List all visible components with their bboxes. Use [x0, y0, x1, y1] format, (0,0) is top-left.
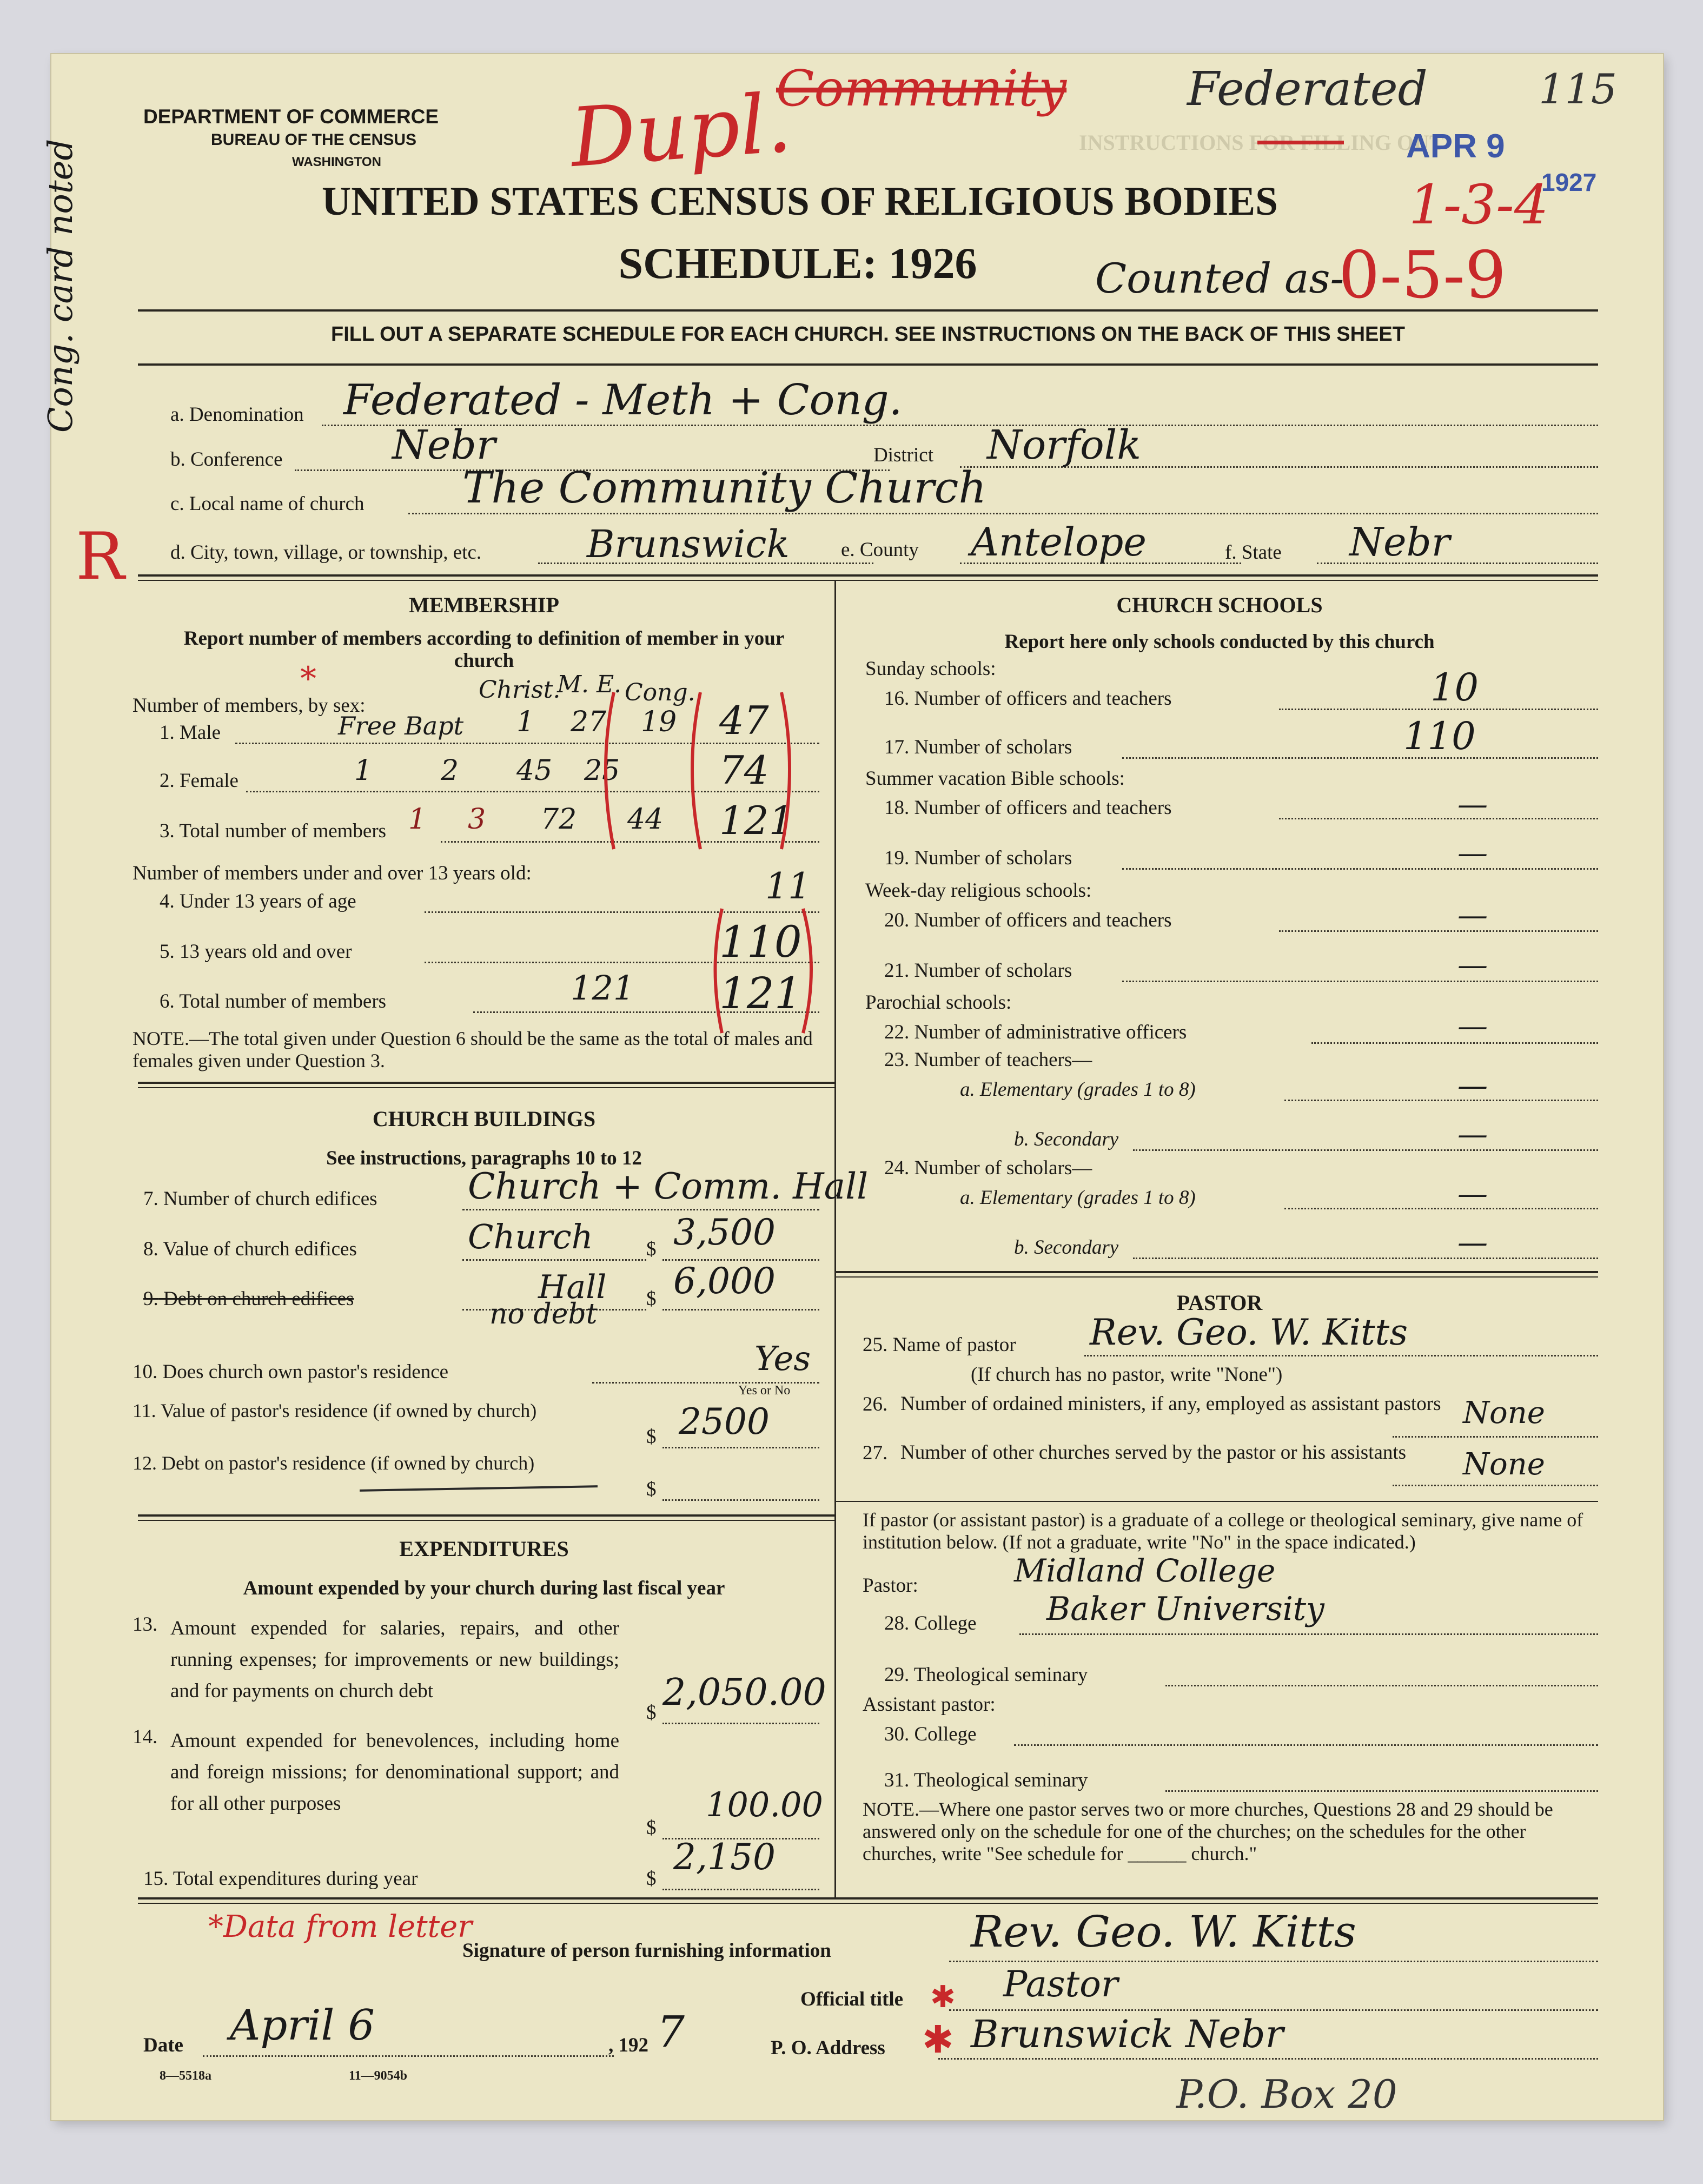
q21-value[interactable]: — [1457, 948, 1488, 983]
pastor-sublabel: Pastor: [863, 1574, 918, 1597]
received-stamp-year: 1927 [1541, 168, 1597, 196]
q1-label: 1. Male [160, 722, 221, 744]
counted-as-value: 0-5-9 [1338, 238, 1507, 313]
q8-dollar: $ [646, 1238, 657, 1260]
summer-heading: Summer vacation Bible schools: [865, 767, 1125, 790]
q11-value[interactable]: 2500 [679, 1401, 770, 1442]
q28-value[interactable]: Baker University [1046, 1590, 1324, 1628]
q27-value[interactable]: None [1463, 1447, 1545, 1482]
q25-hint: (If church has no pastor, write "None") [971, 1364, 1283, 1386]
q13-label: Amount expended for salaries, repairs, and other running expenses; for improvements or new buildings; and for payments on church debt [170, 1617, 619, 1702]
schools-title: CHURCH SCHOOLS [1116, 593, 1323, 617]
denomination-label: a. Denomination [170, 403, 304, 426]
signature-label: Signature of person furnishing information [462, 1940, 831, 1962]
q4-value[interactable]: 11 [765, 865, 811, 907]
federated-annotation: Federated [1187, 62, 1428, 116]
q15-dollar: $ [646, 1868, 657, 1890]
form-number-2: 11—9054b [349, 2069, 408, 2083]
q20-value[interactable]: — [1457, 898, 1488, 933]
year-prefix: , 192 [608, 2034, 648, 2056]
q9-value[interactable]: 6,000 [673, 1260, 776, 1302]
form-number: 8—5518a [160, 2069, 211, 2083]
sunday-heading: Sunday schools: [865, 658, 996, 680]
q2-label: 2. Female [160, 770, 238, 792]
q25-label: 25. Name of pastor [863, 1334, 1016, 1356]
q10-hint: Yes or No [738, 1384, 791, 1398]
city-field-label: d. City, town, village, or township, etc. [170, 541, 482, 564]
q9-label: 9. Debt on church edifices [143, 1288, 354, 1310]
col-header-me: M. E. [557, 671, 622, 698]
q20-label: 20. Number of officers and teachers [884, 909, 1172, 931]
q24a-label: a. Elementary (grades 1 to 8) [960, 1187, 1196, 1209]
date-field[interactable]: April 6 [230, 2001, 375, 2050]
q2-christian[interactable]: 2 [441, 755, 459, 787]
district-field[interactable]: Norfolk [987, 422, 1142, 468]
q27-num: 27. [863, 1442, 888, 1464]
q25-value[interactable]: Rev. Geo. W. Kitts [1090, 1312, 1408, 1353]
city-field[interactable]: Brunswick [587, 522, 790, 566]
parochial-heading: Parochial schools: [865, 991, 1012, 1014]
membership-subtitle: Report number of members according to definition of member in your church [183, 627, 785, 672]
q3-christian[interactable]: 3 [468, 803, 486, 836]
q14-dollar: $ [646, 1817, 657, 1839]
q26-value[interactable]: None [1463, 1395, 1545, 1431]
q5-value[interactable]: 110 [719, 917, 802, 967]
q3-free-bapt[interactable]: 1 [408, 803, 427, 836]
conference-label: b. Conference [170, 448, 283, 471]
q10-value[interactable]: Yes [754, 1339, 811, 1378]
red-blot-mark: ✱ [930, 1980, 956, 2015]
q23a-label: a. Elementary (grades 1 to 8) [960, 1078, 1196, 1101]
q8-label: 8. Value of church edifices [143, 1238, 357, 1260]
q23b-label: b. Secondary [1014, 1128, 1119, 1150]
q22-value[interactable]: — [1457, 1009, 1488, 1044]
q7-label: 7. Number of church edifices [143, 1188, 377, 1210]
q19-label: 19. Number of scholars [884, 847, 1072, 869]
q24b-label: b. Secondary [1014, 1236, 1119, 1259]
q9-dollar: $ [646, 1288, 657, 1310]
q5-label: 5. 13 years old and over [160, 941, 352, 963]
main-title: UNITED STATES CENSUS OF RELIGIOUS BODIES [322, 179, 1278, 224]
q8-aside: Church [468, 1217, 593, 1256]
district-label: District [873, 444, 933, 466]
local-name-label: c. Local name of church [170, 493, 365, 515]
q18-label: 18. Number of officers and teachers [884, 797, 1172, 819]
received-stamp-date: APR 9 [1406, 128, 1505, 165]
q23-label: 23. Number of teachers— [884, 1049, 1092, 1071]
official-title-field[interactable]: Pastor [1003, 1963, 1118, 2005]
col-header-christian: Christ. [479, 676, 561, 704]
by-sex-label: Number of members, by sex: [132, 694, 366, 717]
q28-label: 28. College [884, 1612, 977, 1634]
red-asterisk-membership: * [300, 660, 316, 698]
q2-free-bapt[interactable]: 1 [354, 755, 373, 787]
dupl-red-annotation: Dupl. [567, 76, 795, 186]
q17-value[interactable]: 110 [1403, 714, 1476, 758]
q26-label: Number of ordained ministers, if any, employed as assistant pastors [900, 1393, 1441, 1415]
q28-above: Midland College [1014, 1552, 1276, 1589]
denomination-field[interactable]: Federated - Meth + Cong. [343, 376, 903, 425]
q12-dollar: $ [646, 1478, 657, 1500]
q13-value[interactable]: 2,050.00 [662, 1671, 826, 1714]
q16-value[interactable]: 10 [1430, 665, 1479, 710]
q9-aside: Hall [538, 1268, 607, 1306]
q17-label: 17. Number of scholars [884, 736, 1072, 758]
q8-value[interactable]: 3,500 [673, 1212, 776, 1253]
q14-label: Amount expended for benevolences, including home and foreign missions; for denominational support; and for all other purposes [170, 1730, 619, 1815]
q19-value[interactable]: — [1457, 836, 1488, 871]
conference-field[interactable]: Nebr [392, 422, 496, 468]
q30-label: 30. College [884, 1723, 977, 1745]
graduate-note: If pastor (or assistant pastor) is a graduate of a college or theological seminary, give name of institution below. (If not a graduate, write "No" in the space indicated.) [863, 1509, 1583, 1553]
red-bracket-marks [603, 687, 798, 860]
buildings-title: CHURCH BUILDINGS [372, 1107, 596, 1131]
signature-field[interactable]: Rev. Geo. W. Kitts [971, 1907, 1356, 1957]
red-bracket-age [711, 903, 819, 1044]
q12-dash [360, 1485, 598, 1492]
red-underline-mark [1257, 141, 1344, 144]
q24b-value[interactable]: — [1457, 1225, 1488, 1260]
q12-label: 12. Debt on pastor's residence (if owned by church) [132, 1452, 535, 1474]
q3-label: 3. Total number of members [160, 820, 387, 842]
side-note: Cong. card noted [41, 138, 80, 433]
q2-total[interactable]: 74 [719, 747, 769, 793]
q10-label: 10. Does church own pastor's residence [132, 1361, 449, 1383]
col-header-cong: Cong. [625, 679, 695, 706]
q22-label: 22. Number of administrative officers [884, 1021, 1187, 1043]
q4-label: 4. Under 13 years of age [160, 890, 356, 912]
q11-dollar: $ [646, 1426, 657, 1448]
q21-label: 21. Number of scholars [884, 959, 1072, 982]
q15-value[interactable]: 2,150 [673, 1836, 776, 1878]
q2-me[interactable]: 45 [516, 755, 553, 787]
pastor-note: NOTE.—Where one pastor serves two or more churches, Questions 28 and 29 should be answered only on the schedule for one of the churches; on the schedules for the other churches, write "See schedule for ______ church." [863, 1798, 1553, 1864]
expenditures-title: EXPENDITURES [399, 1537, 569, 1561]
q14-num: 14. [132, 1726, 158, 1748]
po-address-label: P. O. Address [771, 2037, 885, 2059]
q27-label: Number of other churches served by the pastor or his assistants [900, 1441, 1407, 1464]
q23b-value[interactable]: — [1457, 1117, 1488, 1152]
bureau-label: BUREAU OF THE CENSUS [211, 131, 417, 149]
side-red-mark: R [76, 519, 125, 594]
pastor-title: PASTOR [1176, 1290, 1263, 1315]
local-name-field[interactable]: The Community Church [462, 462, 986, 513]
schools-subtitle: Report here only schools conducted by this church [1004, 631, 1435, 653]
buildings-subtitle: See instructions, paragraphs 10 to 12 [326, 1147, 642, 1169]
membership-note: NOTE.—The total given under Question 6 should be the same as the total of males and females given under Question 3. [132, 1028, 813, 1071]
q2-cong[interactable]: 25 [584, 755, 620, 787]
q23a-value[interactable]: — [1457, 1068, 1488, 1103]
struck-community-annotation: Community [776, 59, 1067, 117]
q3-total[interactable]: 121 [719, 798, 794, 843]
state-label: f. State [1225, 541, 1282, 564]
q24a-value[interactable]: — [1457, 1176, 1488, 1212]
city-label: WASHINGTON [292, 155, 381, 169]
col-prefix-free-bapt: Free Bapt [338, 711, 464, 740]
schedule-title: SCHEDULE: 1926 [618, 239, 977, 288]
red-code: 1-3-4 [1409, 173, 1549, 236]
q24-label: 24. Number of scholars— [884, 1157, 1092, 1179]
date-label: Date [143, 2034, 183, 2056]
fill-out-instruction: FILL OUT A SEPARATE SCHEDULE FOR EACH CHURCH. SEE INSTRUCTIONS ON THE BACK OF THIS SHEET [331, 323, 1405, 346]
red-blot-mark-2: ✱ [922, 2017, 954, 2062]
po-box-note: P.O. Box 20 [1176, 2072, 1397, 2117]
assistant-sublabel: Assistant pastor: [863, 1693, 996, 1716]
q26-num: 26. [863, 1393, 888, 1415]
q14-value[interactable]: 100.00 [706, 1785, 823, 1824]
membership-title: MEMBERSHIP [409, 593, 559, 617]
po-address-field[interactable]: Brunswick Nebr [971, 2012, 1284, 2056]
q6-label: 6. Total number of members [160, 990, 387, 1012]
q1-me[interactable]: 27 [571, 706, 607, 738]
q6-aside: 121 [571, 968, 635, 1008]
q3-me[interactable]: 72 [541, 803, 577, 836]
official-title-label: Official title [800, 1988, 904, 2010]
q3-cong[interactable]: 44 [627, 803, 664, 836]
q15-label: 15. Total expenditures during year [143, 1868, 418, 1890]
q9-extra: no debt [489, 1298, 598, 1331]
q13-dollar: $ [646, 1702, 657, 1724]
state-field[interactable]: Nebr [1349, 519, 1450, 565]
age-heading: Number of members under and over 13 years old: [132, 862, 532, 884]
q31-label: 31. Theological seminary [884, 1769, 1088, 1791]
counted-as-label: Counted as- [1095, 254, 1344, 302]
census-schedule-sheet [41, 54, 1663, 2120]
q1-cong[interactable]: 19 [641, 706, 677, 738]
q18-value[interactable]: — [1457, 787, 1488, 822]
county-field[interactable]: Antelope [971, 519, 1147, 565]
q11-label: 11. Value of pastor's residence (if owned by church) [132, 1400, 537, 1421]
dept-label: DEPARTMENT OF COMMERCE [143, 105, 439, 128]
year-field[interactable]: 7 [657, 2007, 685, 2057]
page-number: 115 [1539, 65, 1618, 113]
q6-value[interactable]: 121 [719, 968, 802, 1018]
expenditures-subtitle: Amount expended by your church during last fiscal year [243, 1577, 725, 1599]
footnote-red: *Data from letter [208, 1909, 473, 1944]
weekday-heading: Week-day religious schools: [865, 879, 1092, 902]
q29-label: 29. Theological seminary [884, 1664, 1088, 1686]
q16-label: 16. Number of officers and teachers [884, 687, 1172, 710]
q1-total[interactable]: 47 [719, 698, 769, 743]
bleed-through-title: INSTRUCTIONS FOR FILLING OUT [1079, 130, 1444, 155]
q1-christian[interactable]: 1 [516, 706, 535, 738]
q13-num: 13. [132, 1613, 158, 1636]
q7-value[interactable]: Church + Comm. Hall [468, 1166, 869, 1207]
county-label: e. County [841, 539, 919, 561]
